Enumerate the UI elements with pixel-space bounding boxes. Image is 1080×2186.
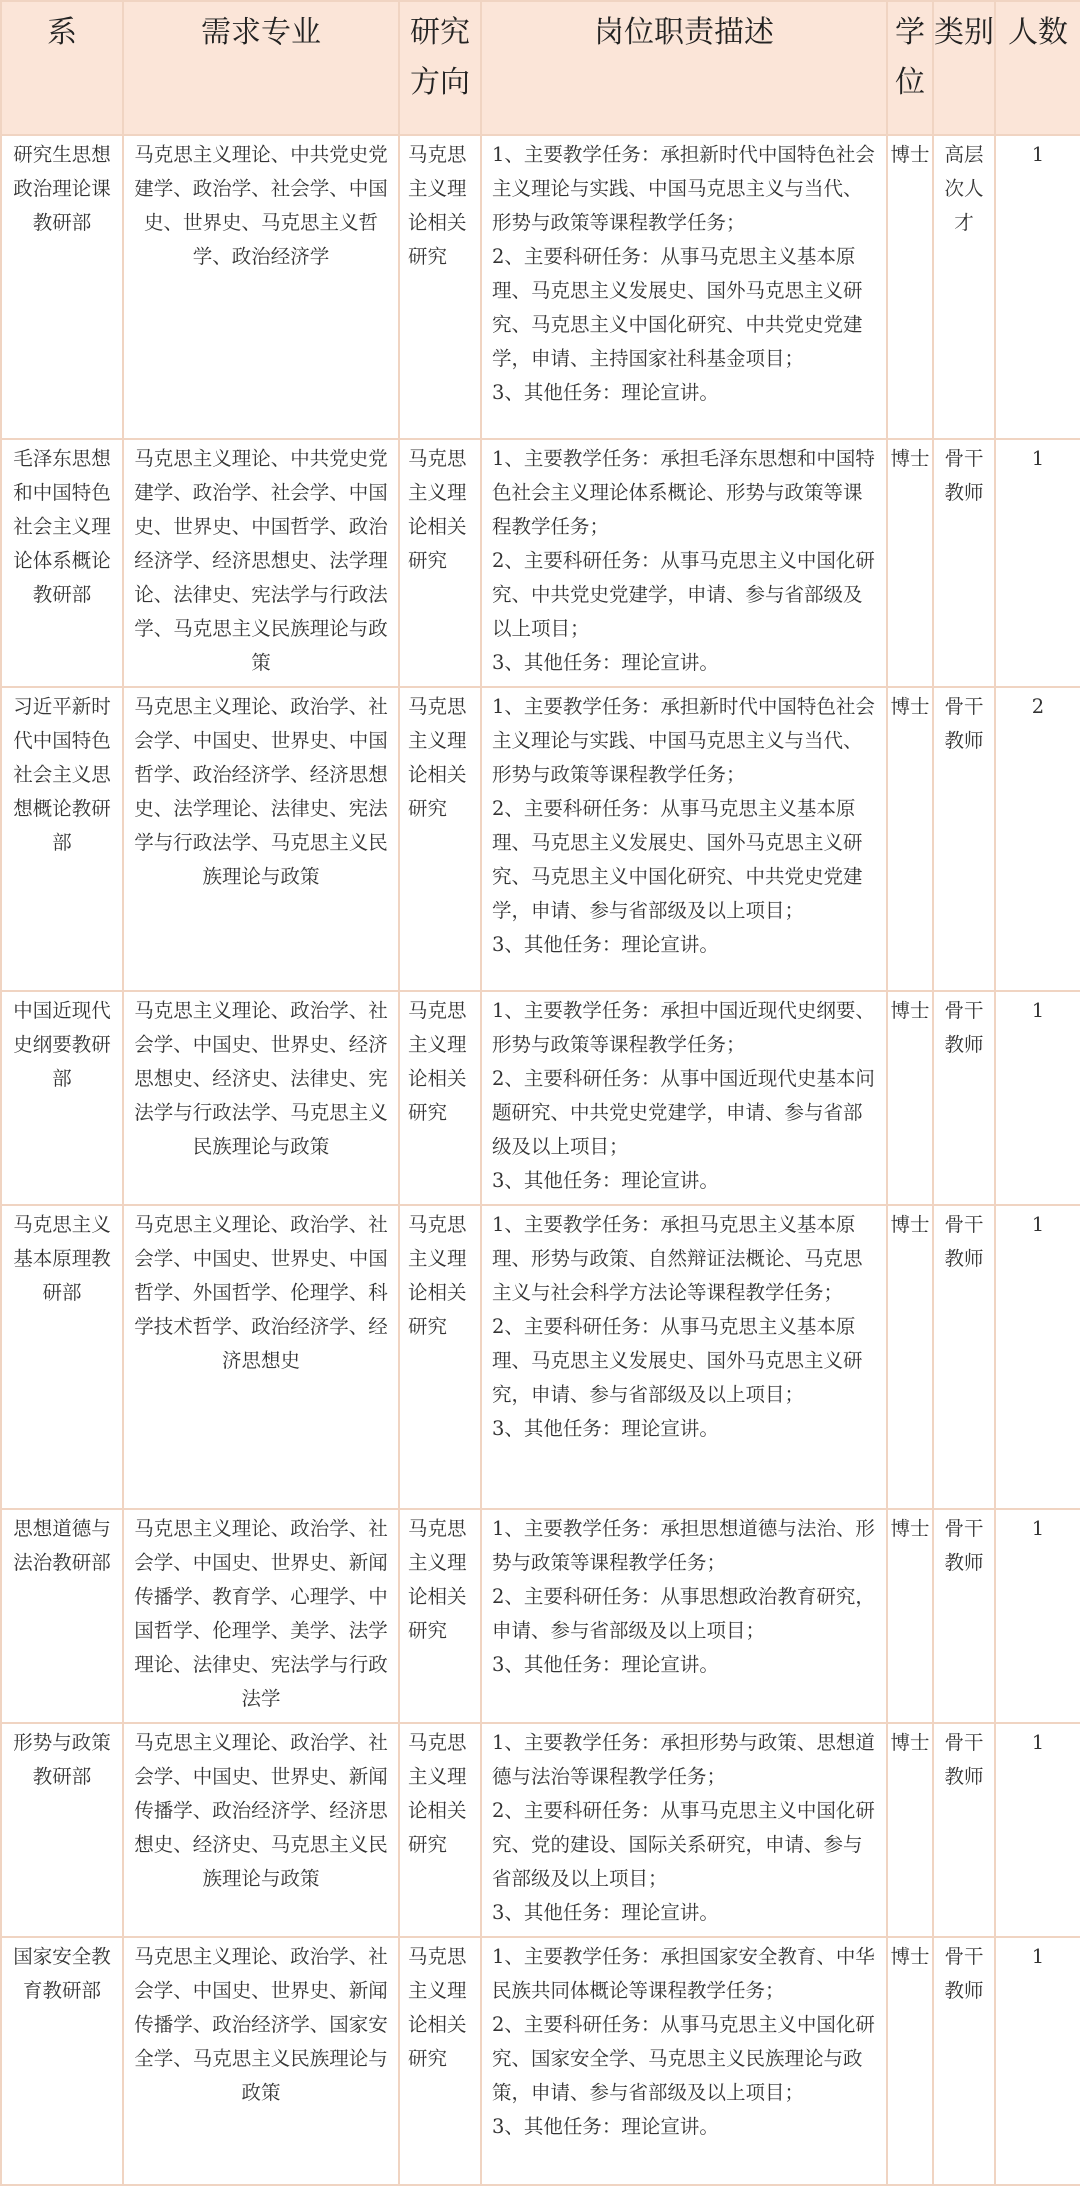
- degree-cell: 博士: [887, 439, 933, 687]
- table-row: [1, 991, 1080, 1205]
- table-row: [1, 1509, 1080, 1723]
- header-dept: 系: [1, 1, 123, 135]
- majors-cell: 马克思主义理论、政治学、社会学、中国史、世界史、新闻传播学、教育学、心理学、中国哲学、伦理学、美学、法学理论、法律史、宪法学与行政法学: [123, 1509, 399, 1723]
- direction-cell: 马克思主义理论相关研究: [399, 439, 481, 687]
- header-degree: 学位: [887, 1, 933, 135]
- degree-cell: 博士: [887, 991, 933, 1205]
- duty-other: 3、其他任务：理论宣讲。: [492, 1417, 719, 1440]
- count-cell: 1: [995, 1509, 1080, 1723]
- majors-cell: 马克思主义理论、中共党史党建学、政治学、社会学、中国史、世界史、中国哲学、政治经济学、经济思想史、法学理论、法律史、宪法学与行政法学、马克思主义民族理论与政策: [123, 439, 399, 687]
- type-cell: 骨干教师: [933, 1723, 995, 1937]
- direction-cell: 马克思主义理论相关研究: [399, 687, 481, 991]
- dept-cell: 习近平新时代中国特色社会主义思想概论教研部: [1, 687, 123, 991]
- duty-research: 2、主要科研任务：从事马克思主义基本原理、马克思主义发展史、国外马克思主义研究、马克思主义中国化研究、中共党史党建学，申请、主持国家社科基金项目；: [492, 245, 863, 370]
- duty-other: 3、其他任务：理论宣讲。: [492, 381, 719, 404]
- duty-other: 3、其他任务：理论宣讲。: [492, 1169, 719, 1192]
- duties-cell: [481, 1205, 887, 1509]
- duty-research: 2、主要科研任务：从事马克思主义基本原理、马克思主义发展史、国外马克思主义研究、马克思主义中国化研究、中共党史党建学，申请、参与省部级及以上项目；: [492, 797, 863, 922]
- type-cell: 骨干教师: [933, 1205, 995, 1509]
- table-row: [1, 1937, 1080, 2185]
- duties-cell: [481, 439, 887, 687]
- header-direction: 研究方向: [399, 1, 481, 135]
- majors-cell: 马克思主义理论、政治学、社会学、中国史、世界史、新闻传播学、政治经济学、国家安全学、马克思主义民族理论与政策: [123, 1937, 399, 2185]
- count-cell: 1: [995, 1205, 1080, 1509]
- duty-teaching: 1、主要教学任务：承担新时代中国特色社会主义理论与实践、中国马克思主义与当代、形势与政策等课程教学任务；: [492, 695, 875, 786]
- table-row: [1, 1723, 1080, 1937]
- table-row: [1, 439, 1080, 687]
- table-row: [1, 1205, 1080, 1509]
- duties-cell: [481, 991, 887, 1205]
- degree-cell: 博士: [887, 687, 933, 991]
- duty-teaching: 1、主要教学任务：承担中国近现代史纲要、形势与政策等课程教学任务；: [492, 999, 875, 1056]
- dept-cell: 思想道德与法治教研部: [1, 1509, 123, 1723]
- dept-cell: 形势与政策教研部: [1, 1723, 123, 1937]
- duties-cell: [481, 1509, 887, 1723]
- dept-cell: 国家安全教育教研部: [1, 1937, 123, 2185]
- header-type: 类别: [933, 1, 995, 135]
- duties-cell: [481, 1723, 887, 1937]
- duty-other: 3、其他任务：理论宣讲。: [492, 933, 719, 956]
- duties-cell: [481, 135, 887, 439]
- type-cell: 骨干教师: [933, 687, 995, 991]
- type-cell: 骨干教师: [933, 991, 995, 1205]
- dept-cell: 马克思主义基本原理教研部: [1, 1205, 123, 1509]
- dept-cell: 研究生思想政治理论课教研部: [1, 135, 123, 439]
- degree-cell: 博士: [887, 135, 933, 439]
- type-cell: 骨干教师: [933, 439, 995, 687]
- count-cell: 2: [995, 687, 1080, 991]
- count-cell: 1: [995, 991, 1080, 1205]
- table-row: [1, 135, 1080, 439]
- table-row: [1, 687, 1080, 991]
- dept-cell: 中国近现代史纲要教研部: [1, 991, 123, 1205]
- majors-cell: 马克思主义理论、政治学、社会学、中国史、世界史、中国哲学、外国哲学、伦理学、科学技术哲学、政治经济学、经济思想史: [123, 1205, 399, 1509]
- duties-cell: [481, 687, 887, 991]
- duty-research: 2、主要科研任务：从事马克思主义中国化研究、国家安全学、马克思主义民族理论与政策，申请、参与省部级及以上项目；: [492, 2013, 875, 2104]
- majors-cell: 马克思主义理论、中共党史党建学、政治学、社会学、中国史、世界史、马克思主义哲学、政治经济学: [123, 135, 399, 439]
- degree-cell: 博士: [887, 1205, 933, 1509]
- duty-teaching: 1、主要教学任务：承担思想道德与法治、形势与政策等课程教学任务；: [492, 1517, 875, 1574]
- direction-cell: 马克思主义理论相关研究: [399, 135, 481, 439]
- header-majors: 需求专业: [123, 1, 399, 135]
- header-row: [1, 1, 1080, 135]
- degree-cell: 博士: [887, 1937, 933, 2185]
- duty-other: 3、其他任务：理论宣讲。: [492, 2115, 719, 2138]
- direction-cell: 马克思主义理论相关研究: [399, 1937, 481, 2185]
- type-cell: 高层次人才: [933, 135, 995, 439]
- direction-cell: 马克思主义理论相关研究: [399, 991, 481, 1205]
- table-header: [1, 1, 1080, 135]
- count-cell: 1: [995, 135, 1080, 439]
- duty-other: 3、其他任务：理论宣讲。: [492, 1901, 719, 1924]
- duty-teaching: 1、主要教学任务：承担新时代中国特色社会主义理论与实践、中国马克思主义与当代、形势与政策等课程教学任务；: [492, 143, 875, 234]
- header-count: 人数: [995, 1, 1080, 135]
- dept-cell: 毛泽东思想和中国特色社会主义理论体系概论教研部: [1, 439, 123, 687]
- duty-research: 2、主要科研任务：从事思想政治教育研究，申请、参与省部级及以上项目；: [492, 1585, 875, 1642]
- majors-cell: 马克思主义理论、政治学、社会学、中国史、世界史、新闻传播学、政治经济学、经济思想史、经济史、马克思主义民族理论与政策: [123, 1723, 399, 1937]
- duty-research: 2、主要科研任务：从事马克思主义中国化研究、党的建设、国际关系研究，申请、参与省部级及以上项目；: [492, 1799, 875, 1890]
- header-duties: 岗位职责描述: [481, 1, 887, 135]
- table-body: [1, 135, 1080, 2185]
- duty-teaching: 1、主要教学任务：承担马克思主义基本原理、形势与政策、自然辩证法概论、马克思主义与社会科学方法论等课程教学任务；: [492, 1213, 863, 1304]
- duty-research: 2、主要科研任务：从事马克思主义基本原理、马克思主义发展史、国外马克思主义研究，申请、参与省部级及以上项目；: [492, 1315, 863, 1406]
- direction-cell: 马克思主义理论相关研究: [399, 1205, 481, 1509]
- degree-cell: 博士: [887, 1723, 933, 1937]
- degree-cell: 博士: [887, 1509, 933, 1723]
- type-cell: 骨干教师: [933, 1509, 995, 1723]
- count-cell: 1: [995, 1723, 1080, 1937]
- duty-research: 2、主要科研任务：从事马克思主义中国化研究、中共党史党建学，申请、参与省部级及以上项目；: [492, 549, 875, 640]
- majors-cell: 马克思主义理论、政治学、社会学、中国史、世界史、经济思想史、经济史、法律史、宪法学与行政法学、马克思主义民族理论与政策: [123, 991, 399, 1205]
- count-cell: 1: [995, 439, 1080, 687]
- count-cell: 1: [995, 1937, 1080, 2185]
- duty-other: 3、其他任务：理论宣讲。: [492, 1653, 719, 1676]
- majors-cell: 马克思主义理论、政治学、社会学、中国史、世界史、中国哲学、政治经济学、经济思想史、法学理论、法律史、宪法学与行政法学、马克思主义民族理论与政策: [123, 687, 399, 991]
- duty-teaching: 1、主要教学任务：承担毛泽东思想和中国特色社会主义理论体系概论、形势与政策等课程教学任务；: [492, 447, 875, 538]
- direction-cell: 马克思主义理论相关研究: [399, 1509, 481, 1723]
- type-cell: 骨干教师: [933, 1937, 995, 2185]
- duty-research: 2、主要科研任务：从事中国近现代史基本问题研究、中共党史党建学，申请、参与省部级及以上项目；: [492, 1067, 875, 1158]
- duty-other: 3、其他任务：理论宣讲。: [492, 651, 719, 674]
- duties-cell: [481, 1937, 887, 2185]
- direction-cell: 马克思主义理论相关研究: [399, 1723, 481, 1937]
- duty-teaching: 1、主要教学任务：承担国家安全教育、中华民族共同体概论等课程教学任务；: [492, 1945, 875, 2002]
- duty-teaching: 1、主要教学任务：承担形势与政策、思想道德与法治等课程教学任务；: [492, 1731, 875, 1788]
